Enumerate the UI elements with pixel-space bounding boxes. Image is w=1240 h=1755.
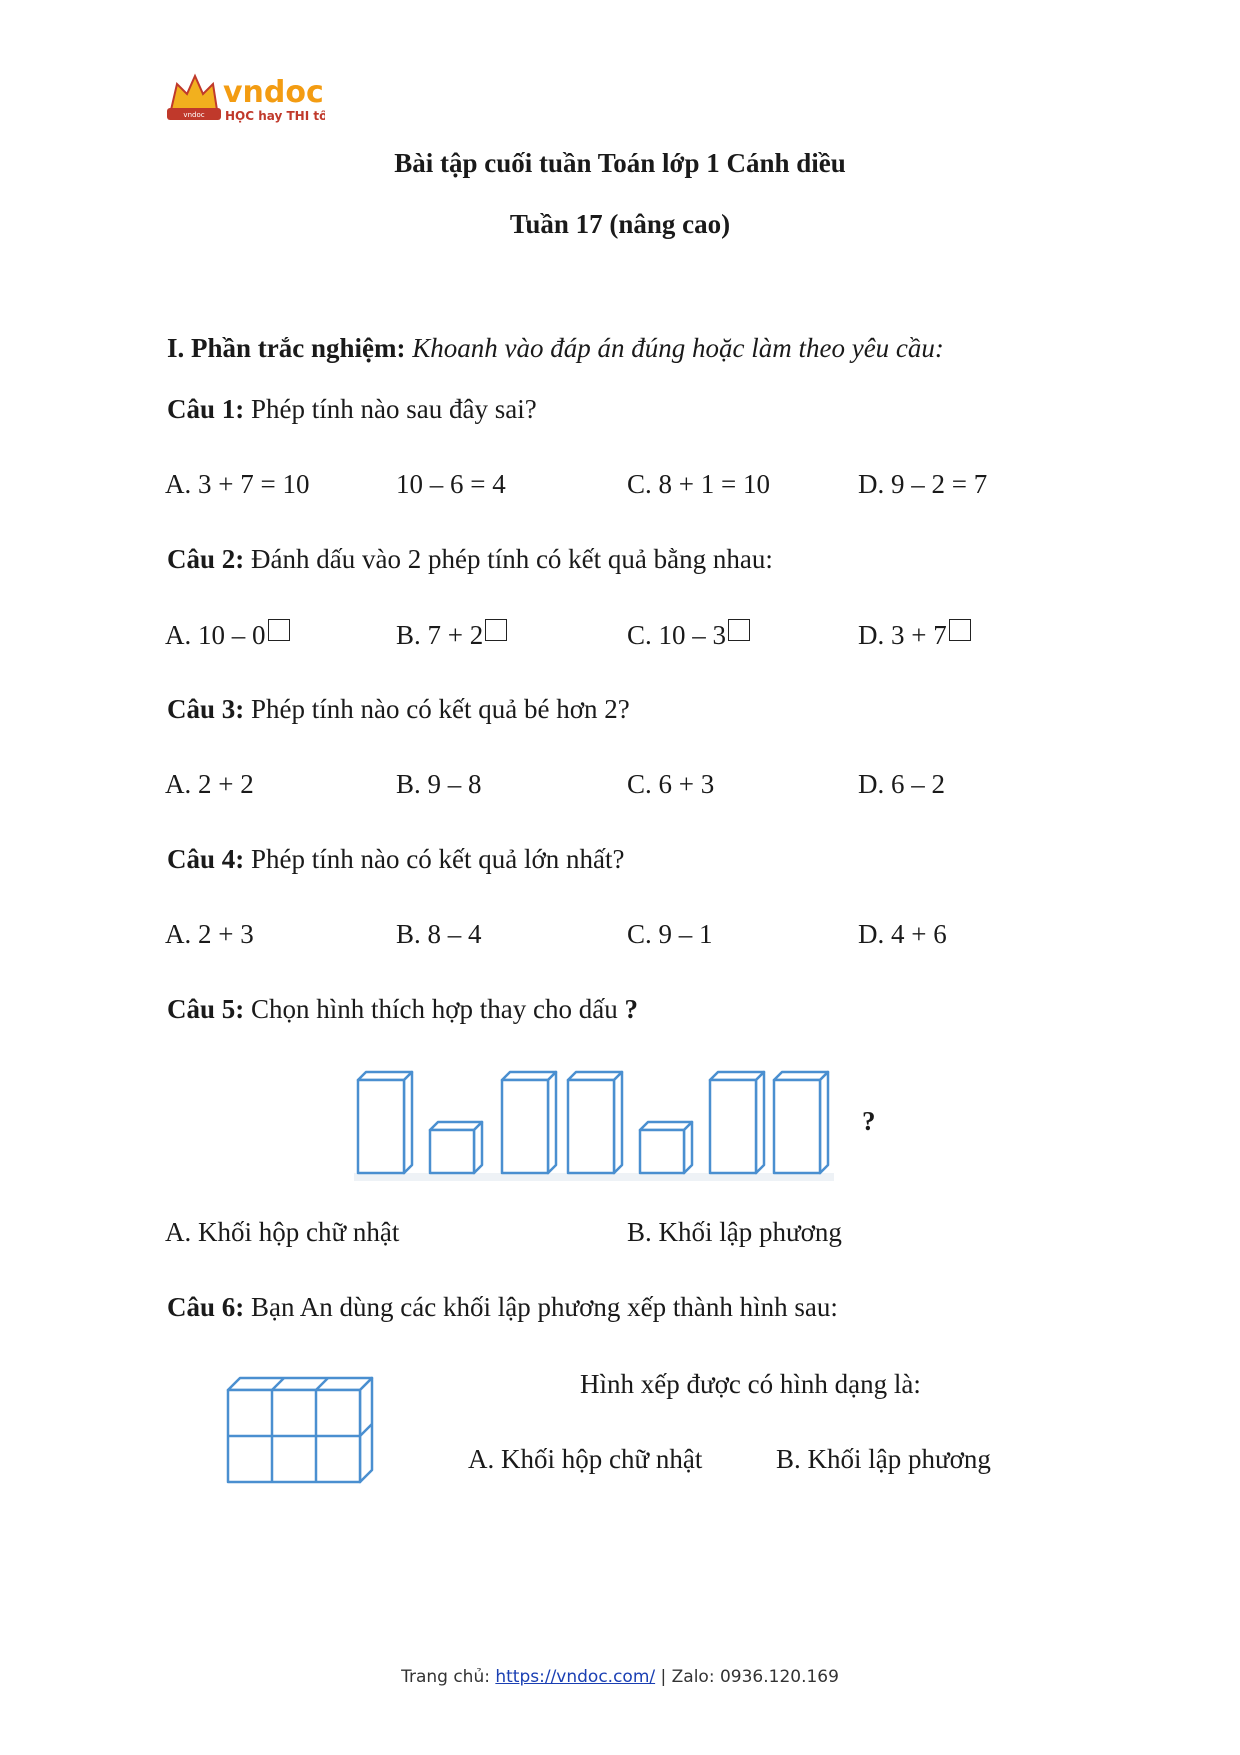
question-3-text: Phép tính nào có kết quả bé hơn 2? [251,694,630,724]
question-5-text: Chọn hình thích hợp thay cho dấu [251,994,618,1024]
section-header [167,333,944,364]
question-4-label: Câu 4: [167,844,245,874]
question-5-mark: ? [624,994,638,1024]
page-subtitle: Tuần 17 (nâng cao) [509,209,731,239]
vndoc-logo[interactable] [165,70,325,126]
page-title: Bài tập cuối tuần Toán lớp 1 Cánh diều [394,148,846,178]
q5-tall-box-5-icon [774,1072,828,1173]
q1-option-d[interactable]: D. 9 – 2 = 7 [858,469,988,499]
section-label: I. Phần trắc nghiệm: [167,333,406,363]
q4-option-a[interactable]: A. 2 + 3 [165,919,254,949]
q5-cube-2-icon [640,1122,692,1173]
q2-option-b-label: B. 7 + 2 [396,620,484,650]
page-footer [0,1667,1240,1687]
question-1-text: Phép tính nào sau đây sai? [251,394,537,424]
q3-option-b[interactable]: B. 9 – 8 [396,769,482,799]
question-6-text: Bạn An dùng các khối lập phương xếp thành hình sau: [251,1292,838,1322]
logo-tagline: HỌC hay THI tốt [225,109,325,123]
q5-tall-box-4-icon [710,1072,764,1173]
question-5-label: Câu 5: [167,994,245,1024]
q4-option-b[interactable]: B. 8 – 4 [396,919,482,949]
q4-option-c[interactable]: C. 9 – 1 [627,919,713,949]
q5-tall-box-3-icon [568,1072,622,1173]
q6-cube-arrangement [220,1370,380,1490]
q1-option-c[interactable]: C. 8 + 1 = 10 [627,469,770,499]
q3-option-c[interactable]: C. 6 + 3 [627,769,715,799]
q2-option-a-checkbox[interactable] [268,619,290,641]
q5-tall-box-2-icon [502,1072,556,1173]
question-5 [167,994,638,1025]
question-6-label: Câu 6: [167,1292,245,1322]
section-instruction: Khoanh vào đáp án đúng hoặc làm theo yêu cầu: [412,333,944,363]
q2-option-d[interactable] [858,619,971,651]
question-2-label: Câu 2: [167,544,245,574]
q5-question-mark: ? [862,1106,876,1136]
question-4-text: Phép tính nào có kết quả lớn nhất? [251,844,625,874]
logo-emblem-text: vndoc [183,111,205,119]
q5-option-b[interactable]: B. Khối lập phương [627,1217,842,1247]
q5-tall-box-1-icon [358,1072,412,1173]
question-3-label: Câu 3: [167,694,245,724]
q6-option-a[interactable]: A. Khối hộp chữ nhật [468,1444,703,1474]
question-2-text: Đánh dấu vào 2 phép tính có kết quả bằng nhau: [251,544,773,574]
q3-option-d[interactable]: D. 6 – 2 [858,769,945,799]
question-1-label: Câu 1: [167,394,245,424]
q4-option-d[interactable]: D. 4 + 6 [858,919,947,949]
q3-option-a[interactable]: A. 2 + 2 [165,769,254,799]
question-4 [167,844,624,875]
q2-option-c-label: C. 10 – 3 [627,620,727,650]
q2-option-b-checkbox[interactable] [485,619,507,641]
q2-option-c[interactable] [627,619,750,651]
question-2 [167,544,773,575]
q2-option-b[interactable] [396,619,507,651]
footer-prefix: Trang chủ: [401,1667,490,1687]
q1-option-a[interactable]: A. 3 + 7 = 10 [165,469,310,499]
footer-zalo: | Zalo: 0936.120.169 [660,1667,839,1687]
q5-option-a[interactable]: A. Khối hộp chữ nhật [165,1217,400,1247]
q2-option-c-checkbox[interactable] [728,619,750,641]
q6-option-b[interactable]: B. Khối lập phương [776,1444,991,1474]
question-6 [167,1292,838,1323]
logo-brand: vndoc [223,75,324,110]
q6-prompt: Hình xếp được có hình dạng là: [580,1369,921,1399]
question-1 [167,394,537,425]
q2-option-a-label: A. 10 – 0 [165,620,266,650]
q5-cube-1-icon [430,1122,482,1173]
q6-top-face [228,1378,372,1390]
footer-home-link[interactable]: https://vndoc.com/ [495,1667,656,1687]
question-3 [167,694,630,725]
q2-option-d-label: D. 3 + 7 [858,620,947,650]
q5-shape-sequence [350,1060,890,1185]
q2-option-a[interactable] [165,619,290,651]
logo-emblem-icon [165,70,325,126]
q1-option-b[interactable]: 10 – 6 = 4 [396,469,506,499]
q2-option-d-checkbox[interactable] [949,619,971,641]
